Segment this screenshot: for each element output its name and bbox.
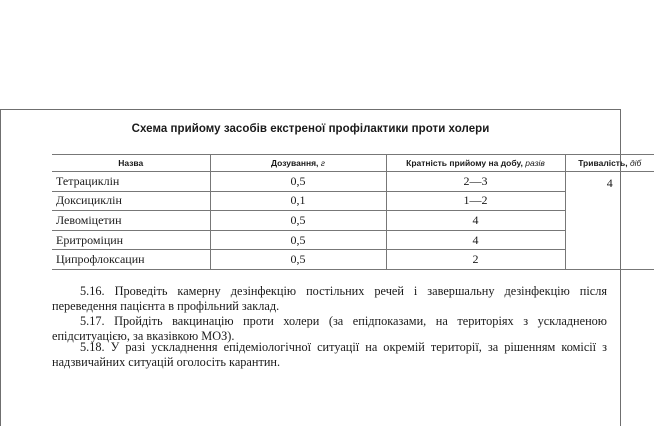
drug-dose: 0,5	[210, 211, 386, 231]
table-row	[52, 250, 654, 270]
drug-name: Тетрациклін	[52, 172, 210, 192]
drug-dose: 0,5	[210, 172, 386, 192]
table-row	[52, 230, 654, 250]
drug-frequency: 2—3	[386, 172, 565, 192]
drug-frequency: 4	[386, 230, 565, 250]
drug-name: Ципрофлоксацин	[52, 250, 210, 270]
cholera-prophylaxis-table	[52, 154, 654, 270]
paragraph-5-18: 5.18. У разі ускладнення епідеміологічної ситуації на окремій території, за рішенням комісії з надзвичайних ситуацій оголосіть карантин.	[52, 340, 607, 370]
table-header-row	[52, 155, 654, 172]
paragraph-5-16: 5.16. Проведіть камерну дезінфекцію постільних речей і завершальну дезінфекцію після переведення пацієнта в профільний заклад.	[52, 284, 607, 314]
drug-frequency: 1—2	[386, 191, 565, 211]
drug-duration: 4	[565, 172, 654, 270]
drug-dose: 0,5	[210, 230, 386, 250]
table-row	[52, 172, 654, 192]
paragraph-5-17: 5.17. Пройдіть вакцинацію проти холери (за епідпоказами, на територіях з ускладненою епідситуацією, за вказівкою МОЗ).	[52, 314, 607, 344]
header-dose: Дозування, г	[210, 155, 386, 172]
drug-dose: 0,1	[210, 191, 386, 211]
drug-frequency: 2	[386, 250, 565, 270]
table-row	[52, 211, 654, 231]
table-row	[52, 191, 654, 211]
drug-frequency: 4	[386, 211, 565, 231]
header-duration: Тривалість, діб	[565, 155, 654, 172]
drug-name: Левоміцетин	[52, 211, 210, 231]
drug-name: Еритроміцин	[52, 230, 210, 250]
drug-name: Доксициклін	[52, 191, 210, 211]
table-title: Схема прийому засобів екстреної профілактики проти холери	[131, 123, 490, 135]
drug-dose: 0,5	[210, 250, 386, 270]
header-frequency: Кратність прийому на добу, разів	[386, 155, 565, 172]
header-name: Назва	[52, 155, 210, 172]
